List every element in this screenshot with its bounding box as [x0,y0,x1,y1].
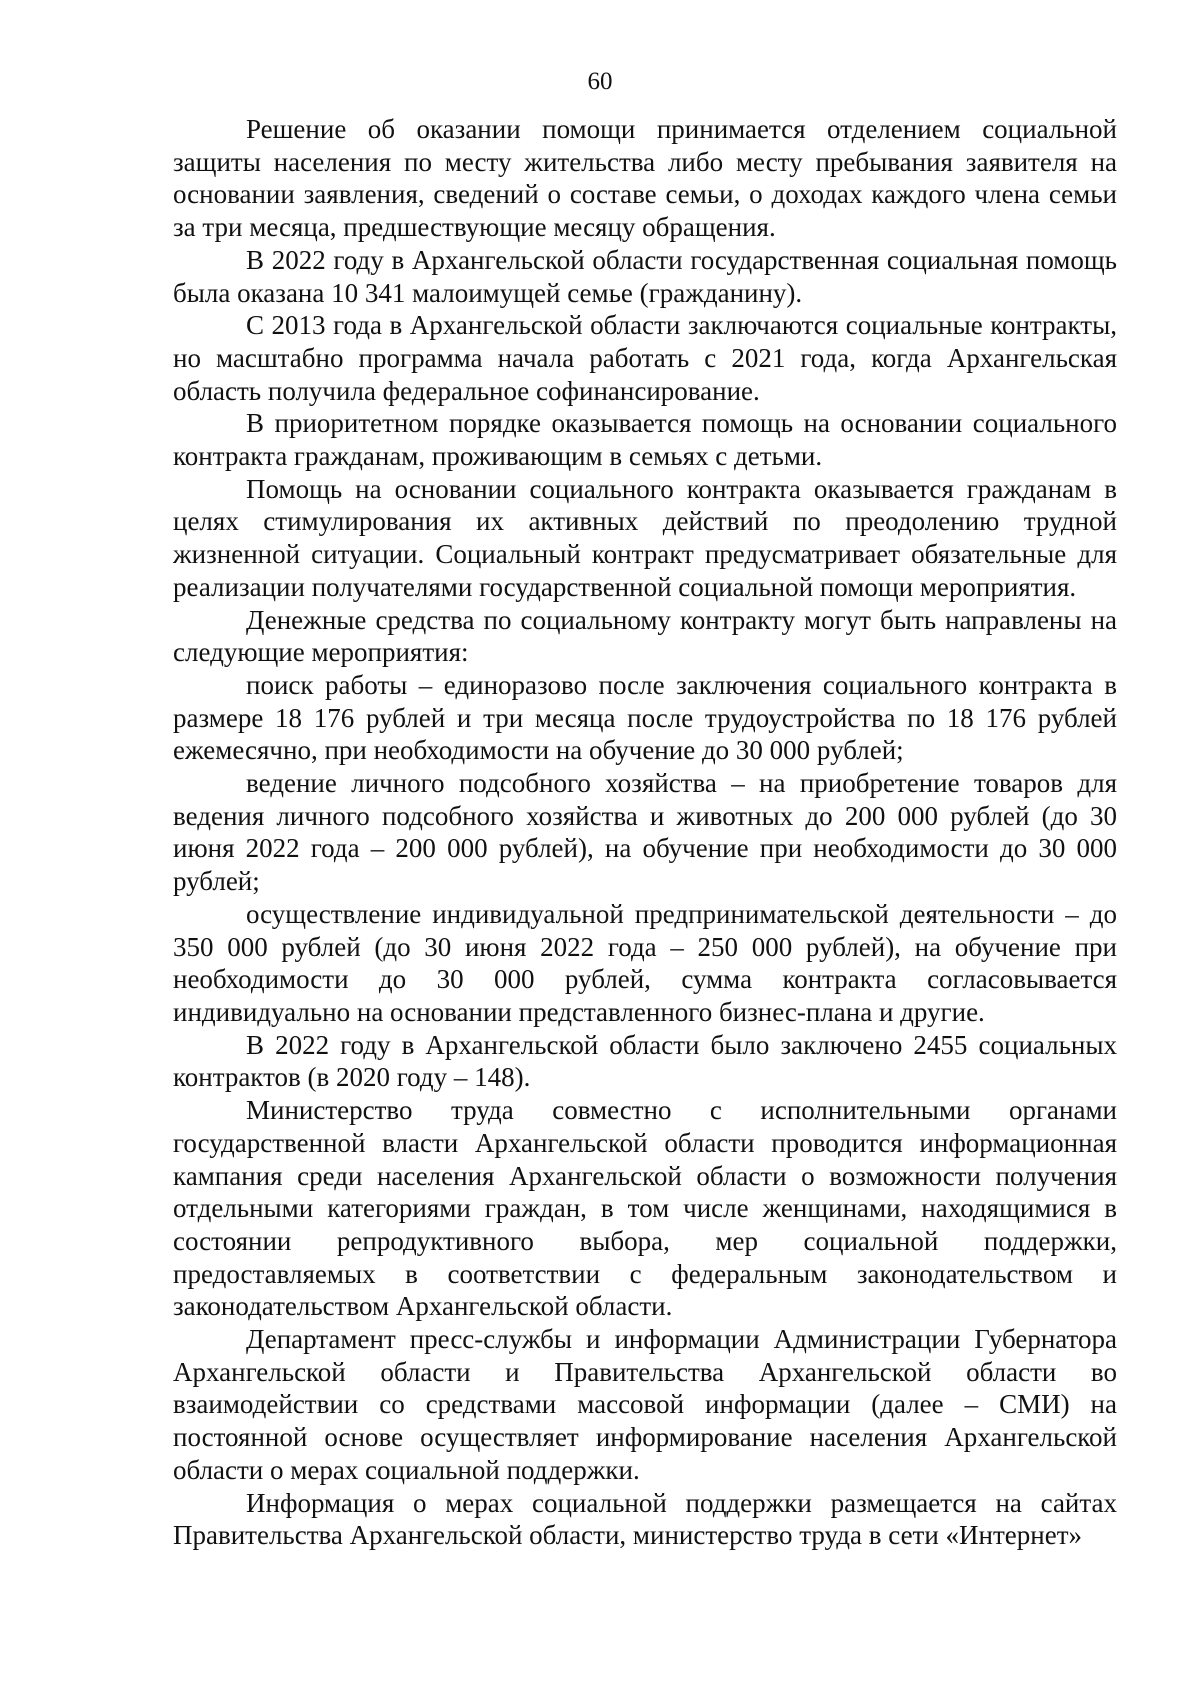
list-item-entrepreneurship: осуществление индивидуальной предпринимательской деятельности – до 350 000 рублей (до 30 июня 2022 года – 250 000 рублей), на обучение при необходимости до 30 000 рублей, сумма контракта согласовывается индивидуально на основании представленного бизнес-плана и другие. [173,898,1117,1027]
document-body [173,113,1117,1552]
paragraph-decision: Решение об оказании помощи принимается отделением социальной защиты населения по месту жительства либо месту пребывания заявителя на основании заявления, сведений о составе семьи, о доходах каждого члена семьи за три месяца, предшествующие месяцу обращения. [173,114,1117,243]
paragraph-2022-contracts-count: В 2022 году в Архангельской области было заключено 2455 социальных контрактов (в 2020 году – 148). [173,1029,1117,1093]
paragraph-websites-info: Информация о мерах социальной поддержки размещается на сайтах Правительства Архангельской области, министерство труда в сети «Интернет» [173,1487,1117,1551]
page-number: 60 [587,68,613,95]
paragraph-press-department: Департамент пресс-службы и информации Администрации Губернатора Архангельской области и Правительства Архангельской области во взаимодействии со средствами массовой информации (далее – СМИ) на постоянной основе осуществляет информирование населения Архангельской области о мерах социальной поддержки. [173,1324,1117,1485]
paragraph-information-campaign: Министерство труда совместно с исполнительными органами государственной власти Архангельской области проводится информационная кампания среди населения Архангельской области о возможности получения отдельными категориями граждан, в том числе женщинами, находящимися в состоянии репродуктивного выбора, мер социальной поддержки, предоставляемых в соответствии с федеральным законодательством и законодательством Архангельской области. [173,1095,1117,1322]
paragraph-contract-purpose: Помощь на основании социального контракта оказывается гражданам в целях стимулирования их активных действий по преодолению трудной жизненной ситуации. Социальный контракт предусматривает обязательные для реализации получателями государственной социальной помощи мероприятия. [173,473,1117,602]
list-item-job-search: поиск работы – единоразово после заключения социального контракта в размере 18 176 рублей и три месяца после трудоустройства по 18 176 рублей ежемесячно, при необходимости на обучение до 30 000 рублей; [173,669,1117,766]
paragraph-social-contracts-history: С 2013 года в Архангельской области заключаются социальные контракты, но масштабно программа начала работать с 2021 года, когда Архангельская область получила федеральное софинансирование. [173,310,1117,406]
paragraph-funds-directions: Денежные средства по социальному контракту могут быть направлены на следующие мероприятия: [173,604,1117,668]
paragraph-2022-assistance: В 2022 году в Архангельской области государственная социальная помощь была оказана 10 341 малоимущей семье (гражданину). [173,244,1117,308]
paragraph-priority-families: В приоритетном порядке оказывается помощь на основании социального контракта гражданам, проживающим в семьях с детьми. [173,408,1117,472]
list-item-subsidiary-farming: ведение личного подсобного хозяйства – на приобретение товаров для ведения личного подсобного хозяйства и животных до 200 000 рублей (до 30 июня 2022 года – 200 000 рублей), на обучение при необходимости до 30 000 рублей; [173,768,1117,897]
